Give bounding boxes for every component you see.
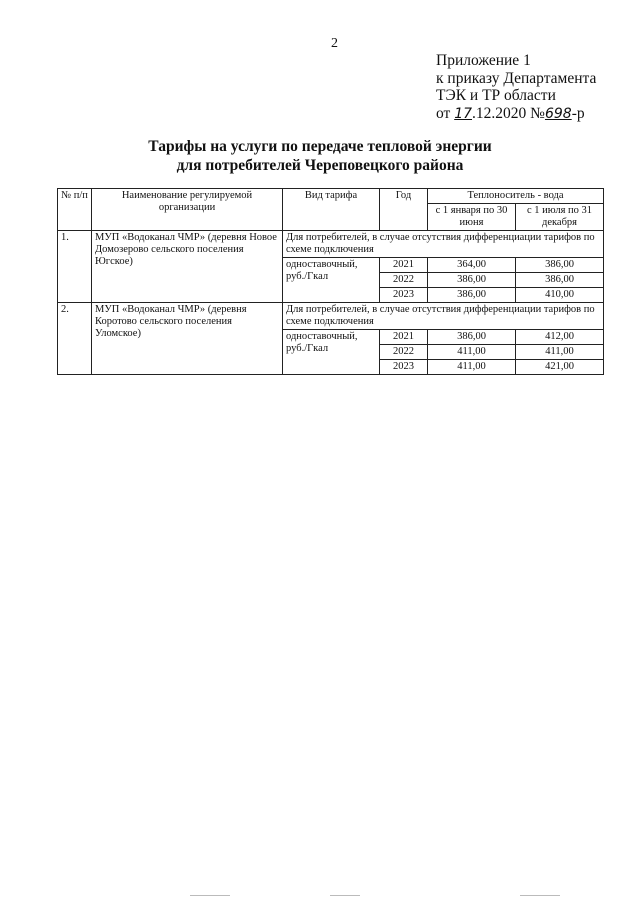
- table-row: [58, 231, 604, 258]
- row-number: 1.: [58, 231, 92, 303]
- value-cell: 412,00: [516, 330, 604, 345]
- value-cell: 386,00: [516, 273, 604, 288]
- scan-mark: [520, 895, 560, 896]
- order-day-handwritten: 17: [454, 105, 473, 122]
- value-cell: 386,00: [428, 330, 516, 345]
- appendix-line-3: ТЭК и ТР области: [436, 87, 556, 104]
- header-year: Год: [380, 189, 428, 231]
- order-date-middle: .12.2020 №: [472, 104, 545, 122]
- header-row: [58, 189, 604, 204]
- order-number-handwritten: 698: [544, 105, 572, 122]
- year-cell: 2021: [380, 258, 428, 273]
- header-period-2: с 1 июля по 31 декабря: [516, 204, 604, 231]
- row-organization: МУП «Водоканал ЧМР» (деревня Коротово сельского поселения Уломское): [92, 303, 283, 375]
- scan-mark: [190, 895, 230, 896]
- table-row: [58, 303, 604, 330]
- row-organization: МУП «Водоканал ЧМР» (деревня Новое Домозерово сельского поселения Югское): [92, 231, 283, 303]
- value-cell: 386,00: [428, 288, 516, 303]
- year-cell: 2022: [380, 345, 428, 360]
- row-note: Для потребителей, в случае отсутствия дифференциации тарифов по схеме подключения: [283, 303, 604, 330]
- row-note: Для потребителей, в случае отсутствия дифференциации тарифов по схеме подключения: [283, 231, 604, 258]
- year-cell: 2023: [380, 360, 428, 375]
- order-date-prefix: от: [436, 104, 451, 122]
- value-cell: 411,00: [516, 345, 604, 360]
- order-number-suffix: -р: [571, 104, 585, 122]
- header-carrier: Теплоноситель - вода: [428, 189, 604, 204]
- title-line-1: Тарифы на услуги по передаче тепловой энергии: [148, 138, 492, 155]
- title-line-2: для потребителей Череповецкого района: [176, 157, 464, 174]
- value-cell: 421,00: [516, 360, 604, 375]
- header-org: Наименование регулируемой организации: [92, 189, 283, 231]
- year-cell: 2022: [380, 273, 428, 288]
- scan-edge-marks: [0, 895, 640, 899]
- appendix-line-1: Приложение 1: [436, 52, 531, 69]
- appendix-block: [436, 52, 596, 123]
- value-cell: 410,00: [516, 288, 604, 303]
- header-num: № п/п: [58, 189, 92, 231]
- appendix-line-2: к приказу Департамента: [436, 69, 597, 87]
- value-cell: 411,00: [428, 360, 516, 375]
- header-type: Вид тарифа: [283, 189, 380, 231]
- document-title: [0, 137, 640, 175]
- value-cell: 386,00: [516, 258, 604, 273]
- scan-mark: [330, 895, 360, 896]
- row-tariff-type: одноставочный, руб./Гкал: [283, 330, 380, 375]
- year-cell: 2021: [380, 330, 428, 345]
- year-cell: 2023: [380, 288, 428, 303]
- header-period-1: с 1 января по 30 июня: [428, 204, 516, 231]
- page-number: 2: [331, 36, 338, 51]
- tariff-table: [57, 188, 604, 375]
- row-number: 2.: [58, 303, 92, 375]
- value-cell: 411,00: [428, 345, 516, 360]
- value-cell: 386,00: [428, 273, 516, 288]
- value-cell: 364,00: [428, 258, 516, 273]
- row-tariff-type: одноставочный, руб./Гкал: [283, 258, 380, 303]
- appendix-line-4: [436, 105, 596, 124]
